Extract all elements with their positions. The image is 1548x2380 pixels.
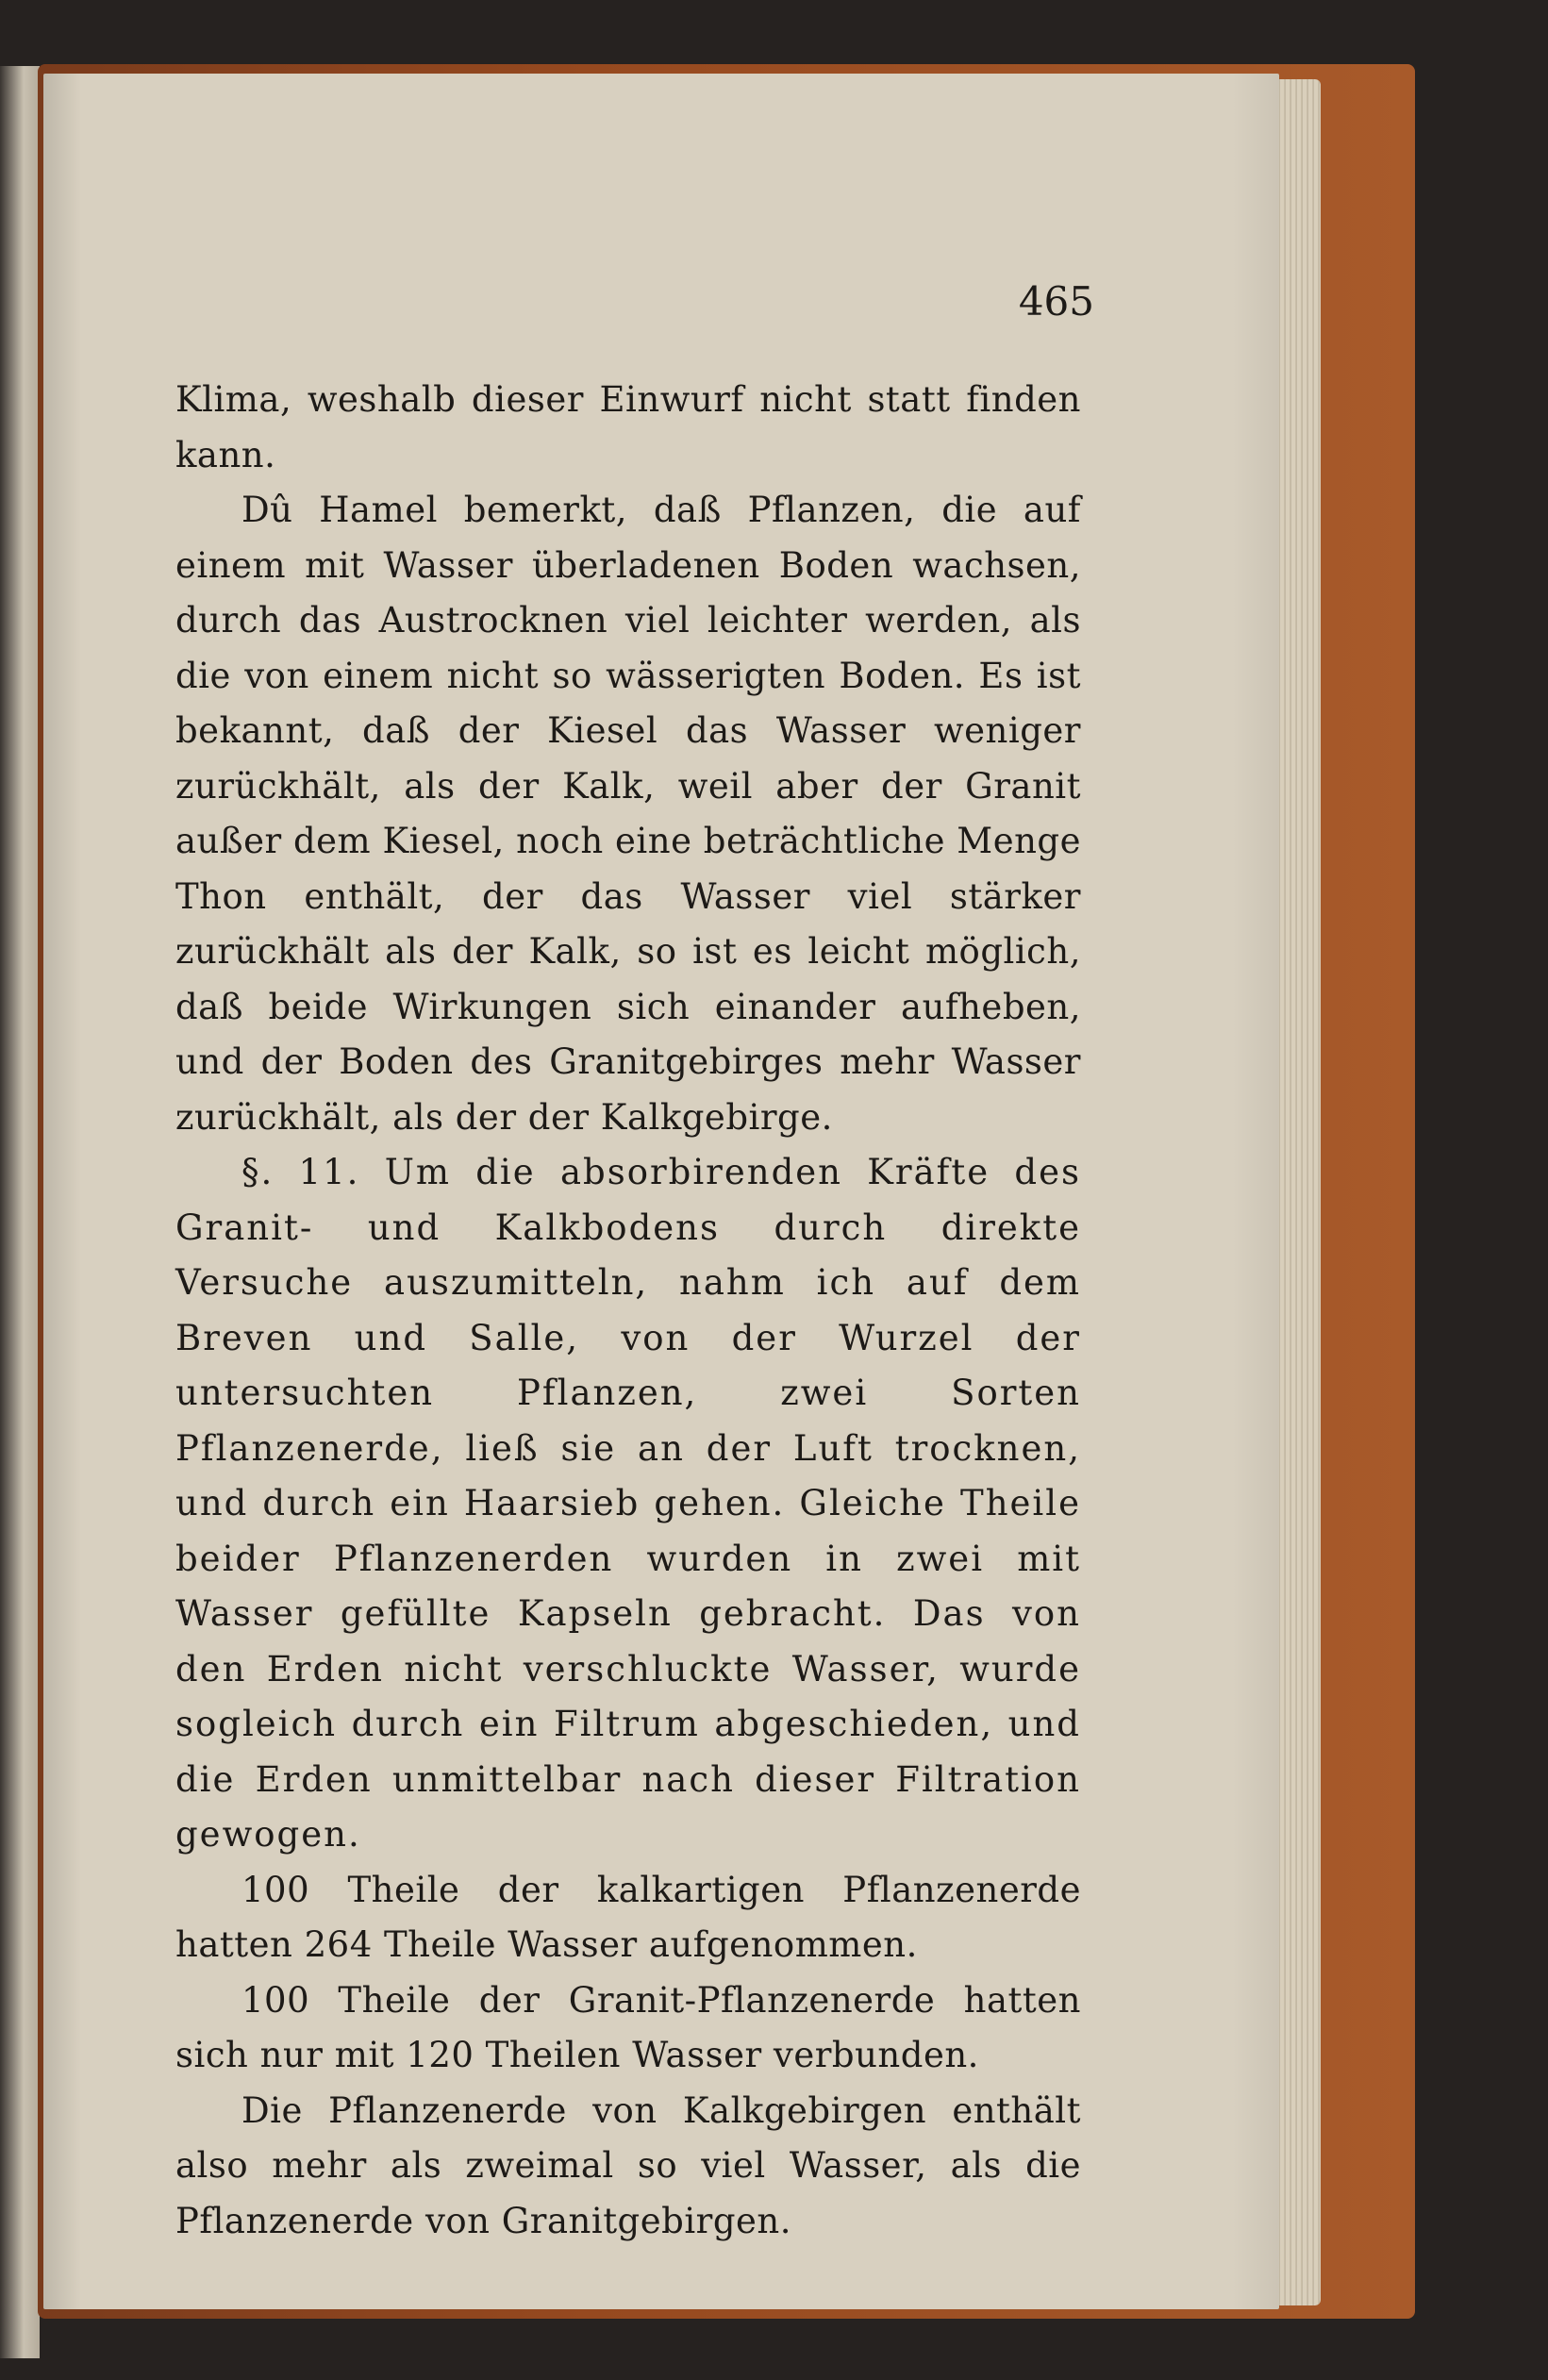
page-number: 465 [1018, 278, 1094, 325]
facing-page-edge [0, 66, 40, 2358]
page-body-text [175, 373, 1081, 2249]
paragraph-calcareous-result: 100 Theile der kalkartigen Pflanzenerde hatten 264 Theile Wasser aufgenommen. [175, 1869, 1081, 1965]
paragraph-section-11: §. 11. Um die absorbirenden Kräfte des Granit- und Kalkbodens durch direkte Versuche auszumitteln, nahm ich auf dem Breven und Salle, von der Wurzel der untersuchten Pflanzen, zwei Sorten Pflanzenerde, ließ sie an der Luft trocknen, und durch ein Haarsieb gehen. Gleiche Theile beider Pflanzenerden wurden in zwei mit Wasser gefüllte Kapseln gebracht. Das von den Erden nicht verschluckte Wasser, wurde sogleich durch ein Filtrum abgeschieden, und die Erden unmittelbar nach dieser Filtration gewogen. [175, 1152, 1081, 1855]
paragraph-conclusion: Die Pflanzenerde von Kalkgebirgen enthält also mehr als zweimal so viel Wasser, als die Pflanzenerde von Granitgebirgen. [175, 2089, 1081, 2241]
paragraph-continuation: Klima, weshalb dieser Einwurf nicht statt finden kann. [175, 379, 1081, 475]
paragraph-granite-result: 100 Theile der Granit-Pflanzenerde hatten sich nur mit 120 Theilen Wasser verbunden. [175, 1979, 1081, 2075]
paragraph-du-hamel: Dû Hamel bemerkt, daß Pflanzen, die auf einem mit Wasser überladenen Boden wachsen, durch das Austrocknen viel leichter werden, als die von einem nicht so wässerigten Boden. Es ist bekannt, daß der Kiesel das Wasser weniger zurückhält, als der Kalk, weil aber der Granit außer dem Kiesel, noch eine beträchtliche Menge Thon enthält, der das Wasser viel stärker zurückhält als der Kalk, so ist es leicht möglich, daß beide Wirkungen sich einander aufheben, und der Boden des Granitgebirges mehr Wasser zurückhält, als der der Kalkgebirge. [175, 490, 1081, 1138]
